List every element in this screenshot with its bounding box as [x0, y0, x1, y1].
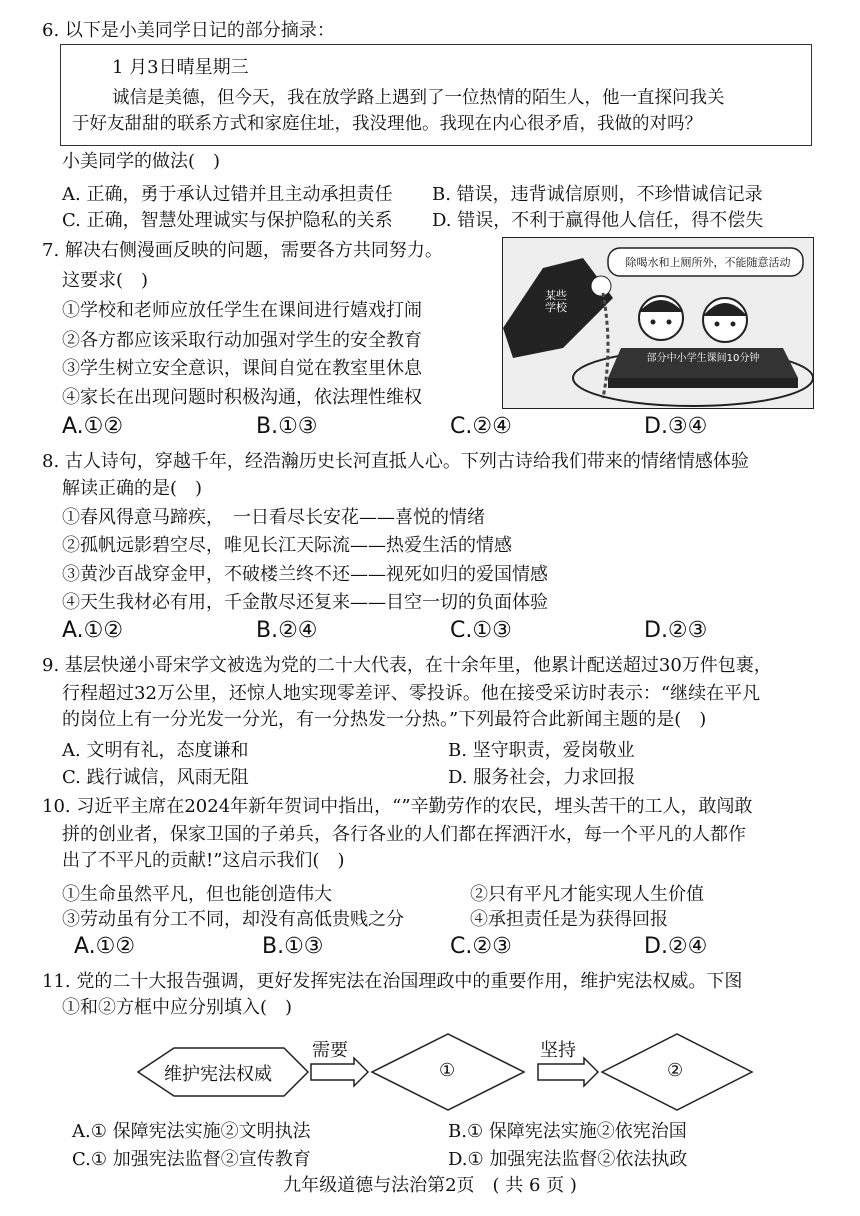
cartoon-desk-text: 部分中小学生课间10分钟	[646, 353, 760, 364]
q6-option-b[interactable]: B. 错误，违背诚信原则，不珍惜诚信记录	[432, 184, 763, 205]
diagram-box-2: ②	[667, 1060, 684, 1081]
q8-item-1: ①春风得意马蹄疾， 一日看尽长安花——喜悦的情绪	[62, 507, 485, 528]
q9-stem-2: 行程超过32万公里，还惊人地实现零差评、零投诉。他在接受采访时表示：“继续在平凡	[62, 683, 761, 704]
q7-stem-2: 这要求( )	[62, 270, 149, 291]
q9-stem: 9. 基层快递小哥宋学文被选为党的二十大代表，在十余年里，他累计配送超过30万件包裹，	[42, 655, 772, 676]
q10-stem: 10. 习近平主席在2024年新年贺词中指出，“”辛勤劳作的农民，埋头苦干的工人，敢闯敢	[42, 796, 753, 817]
q10-stem-2: 拼的创业者，保家卫国的子弟兵，各行各业的人们都在挥洒汗水，每一个平凡的人都作	[62, 824, 746, 845]
q7-stem: 7. 解决右侧漫画反映的问题，需要各方共同努力。	[42, 240, 443, 261]
q9-option-c[interactable]: C. 践行诚信，风雨无阻	[62, 767, 249, 788]
q11-option-c[interactable]: C.① 加强宪法监督②宣传教育	[72, 1149, 311, 1170]
q11-stem: 11. 党的二十大报告强调，更好发挥宪法在治国理政中的重要作用，维护宪法权威。下图	[42, 971, 743, 992]
q10-item-2: ②只有平凡才能实现人生价值	[470, 884, 704, 905]
q7-item-1: ①学校和老师应放任学生在课间进行嬉戏打闹	[62, 300, 422, 321]
q10-item-4: ④承担责任是为获得回报	[470, 909, 668, 930]
q8-option-b[interactable]: B.②④	[256, 618, 318, 643]
q6-option-d[interactable]: D. 错误，不利于赢得他人信任，得不偿失	[432, 210, 764, 231]
q10-item-3: ③劳动虽有分工不同，却没有高低贵贱之分	[62, 909, 404, 930]
q11-option-a[interactable]: A.① 保障宪法实施②文明执法	[72, 1121, 311, 1142]
q8-item-2: ②孤帆远影碧空尽，唯见长江天际流——热爱生活的情感	[62, 535, 512, 556]
q7-option-a[interactable]: A.①②	[62, 414, 124, 439]
q8-item-4: ④天生我材必有用，千金散尽还复来——目空一切的负面体验	[62, 592, 548, 613]
q6-stem: 6. 以下是小美同学日记的部分摘录：	[42, 20, 335, 41]
diagram-arrow-1-label: 需要	[312, 1040, 348, 1061]
q7-item-3: ③学生树立安全意识，课间自觉在教室里休息	[62, 358, 422, 379]
q7-option-d[interactable]: D.③④	[644, 414, 708, 439]
q8-stem: 8. 古人诗句，穿越千年，经浩瀚历史长河直抵人心。下列古诗给我们带来的情绪情感体验	[42, 451, 749, 472]
q9-option-a[interactable]: A. 文明有礼，态度谦和	[62, 740, 249, 761]
q8-stem-2: 解读正确的是( )	[62, 478, 203, 499]
q8-option-a[interactable]: A.①②	[62, 618, 124, 643]
q7-option-b[interactable]: B.①③	[256, 414, 318, 439]
q9-option-d[interactable]: D. 服务社会，力求回报	[448, 767, 636, 788]
q11-stem-2: ①和②方框中应分别填入( )	[62, 997, 293, 1018]
q6-question: 小美同学的做法( )	[62, 151, 221, 172]
q10-option-c[interactable]: C.②③	[450, 934, 512, 959]
cartoon-sleeve-text: 某些学校	[545, 289, 567, 314]
diary-date: 1 月3日晴星期三	[112, 57, 249, 78]
diagram-start-label: 维护宪法权威	[164, 1064, 272, 1085]
q11-option-b[interactable]: B.① 保障宪法实施②依宪治国	[448, 1121, 687, 1142]
flow-diagram	[136, 1030, 816, 1116]
q11-option-d[interactable]: D.① 加强宪法监督②依法执政	[448, 1149, 688, 1170]
cartoon-image	[502, 237, 814, 409]
q7-option-c[interactable]: C.②④	[450, 414, 512, 439]
diagram-arrow-2-label: 坚持	[540, 1040, 576, 1061]
q8-option-c[interactable]: C.①③	[450, 618, 512, 643]
page-footer: 九年级道德与法治第2页 ( 共 6 页 )	[283, 1175, 577, 1196]
q10-option-d[interactable]: D.②④	[644, 934, 708, 959]
cartoon-bubble-text: 除喝水和上厕所外，不能随意活动	[625, 256, 791, 269]
q10-option-a[interactable]: A.①②	[74, 934, 136, 959]
q7-item-4: ④家长在出现问题时积极沟通，依法理性维权	[62, 387, 422, 408]
q6-option-a[interactable]: A. 正确，勇于承认过错并且主动承担责任	[62, 184, 393, 205]
diary-line-1: 诚信是美德，但今天，我在放学路上遇到了一位热情的陌生人，他一直探问我关	[112, 88, 725, 108]
diagram-box-1: ①	[439, 1060, 456, 1081]
diary-line-2: 于好友甜甜的联系方式和家庭住址，我没理他。我现在内心很矛盾，我做的对吗？	[72, 114, 702, 134]
q9-option-b[interactable]: B. 坚守职责，爱岗敬业	[448, 740, 635, 761]
q9-stem-3: 的岗位上有一分光发一分光，有一分热发一分热。”下列最符合此新闻主题的是( )	[62, 709, 707, 730]
q6-option-c[interactable]: C. 正确，智慧处理诚实与保护隐私的关系	[62, 210, 393, 231]
q8-option-d[interactable]: D.②③	[644, 618, 708, 643]
q10-item-1: ①生命虽然平凡，但也能创造伟大	[62, 884, 332, 905]
q8-item-3: ③黄沙百战穿金甲，不破楼兰终不还——视死如归的爱国情感	[62, 564, 548, 585]
q7-item-2: ②各方都应该采取行动加强对学生的安全教育	[62, 330, 422, 351]
q10-option-b[interactable]: B.①③	[262, 934, 324, 959]
q10-stem-3: 出了不平凡的贡献!”这启示我们( )	[62, 850, 345, 871]
